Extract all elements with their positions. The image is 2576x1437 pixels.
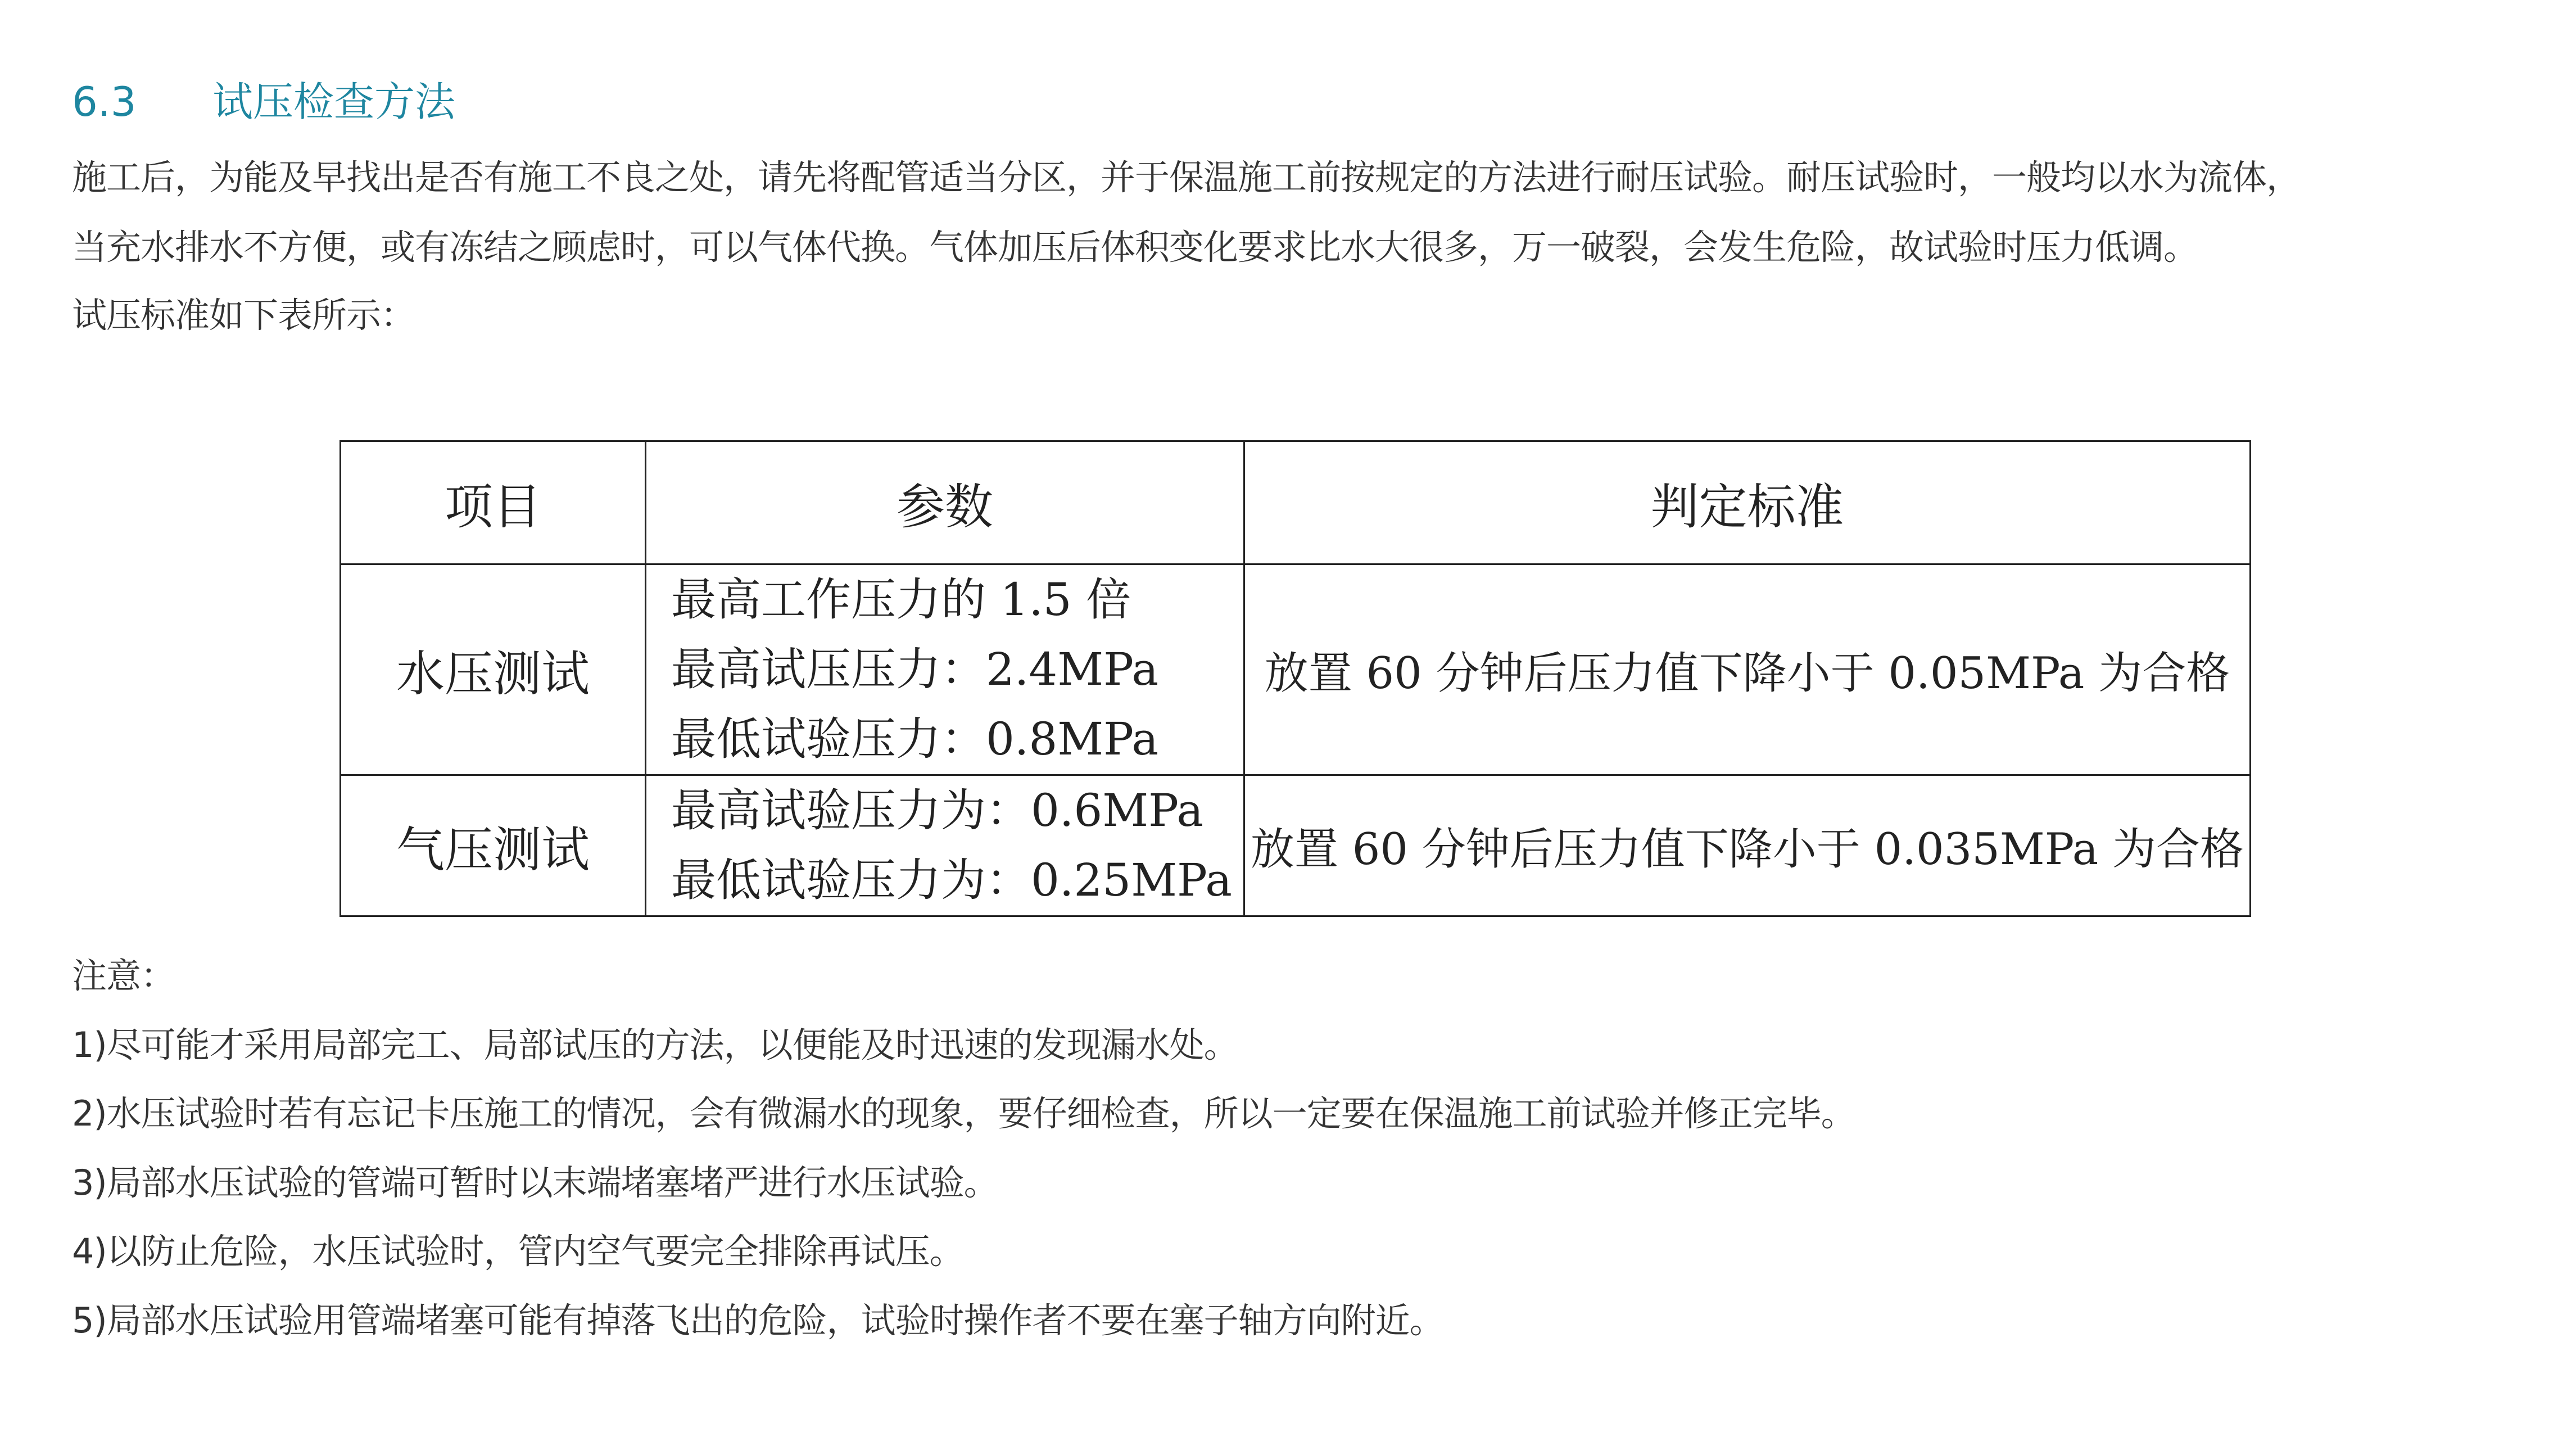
- pressure-test-table: [339, 440, 2251, 917]
- table-header-row: [341, 441, 2251, 564]
- note-item-3: 3)局部水压试验的管端可暂时以末端堵塞堵严进行水压试验。: [72, 1162, 998, 1203]
- table-row-gas-test: [341, 775, 2251, 916]
- note-item-5: 5)局部水压试验用管端堵塞可能有掉落飞出的危险，试验时操作者不要在塞子轴方向附近。: [72, 1300, 1444, 1341]
- note-item-1: 1)尽可能才采用局部完工、局部试压的方法，以便能及时迅速的发现漏水处。: [72, 1024, 1238, 1065]
- notes-label: 注意：: [72, 955, 175, 996]
- section-number: 6.3: [72, 78, 137, 125]
- row-params: [646, 775, 1244, 916]
- param-line: 最高试验压力为：0.6MPa: [671, 784, 1204, 837]
- param-line: 最高工作压力的 1.5 倍: [671, 573, 1131, 626]
- param-line: 最高试压压力：2.4MPa: [671, 643, 1159, 695]
- intro-line-1: 施工后，为能及早找出是否有施工不良之处，请先将配管适当分区，并于保温施工前按规定的方法进行耐压试验。耐压试验时，一般均以水为流体，: [72, 157, 2301, 198]
- param-line: 最低试验压力：0.8MPa: [671, 713, 1159, 765]
- row-item: 气压测试: [341, 775, 646, 916]
- intro-line-3: 试压标准如下表所示：: [72, 295, 415, 336]
- note-item-4: 4)以防止危险，水压试验时，管内空气要完全排除再试压。: [72, 1231, 964, 1272]
- header-item: 项目: [341, 441, 646, 564]
- note-item-2: 2)水压试验时若有忘记卡压施工的情况，会有微漏水的现象，要仔细检查，所以一定要在保温施工前试验并修正完毕。: [72, 1093, 1855, 1134]
- intro-line-2: 当充水排水不方便，或有冻结之顾虑时，可以气体代换。气体加压后体积变化要求比水大很多，万一破裂，会发生危险，故试验时压力低调。: [72, 227, 2198, 268]
- row-params: [646, 564, 1244, 775]
- header-criterion: 判定标准: [1244, 441, 2251, 564]
- header-params: 参数: [646, 441, 1244, 564]
- section-heading: [72, 76, 455, 127]
- row-criterion: 放置 60 分钟后压力值下降小于 0.035MPa 为合格: [1244, 775, 2251, 916]
- param-line: 最低试验压力为：0.25MPa: [671, 854, 1232, 906]
- row-item: 水压测试: [341, 564, 646, 775]
- section-title: 试压检查方法: [212, 78, 456, 125]
- row-criterion: 放置 60 分钟后压力值下降小于 0.05MPa 为合格: [1244, 564, 2251, 775]
- table-row-water-test: [341, 564, 2251, 775]
